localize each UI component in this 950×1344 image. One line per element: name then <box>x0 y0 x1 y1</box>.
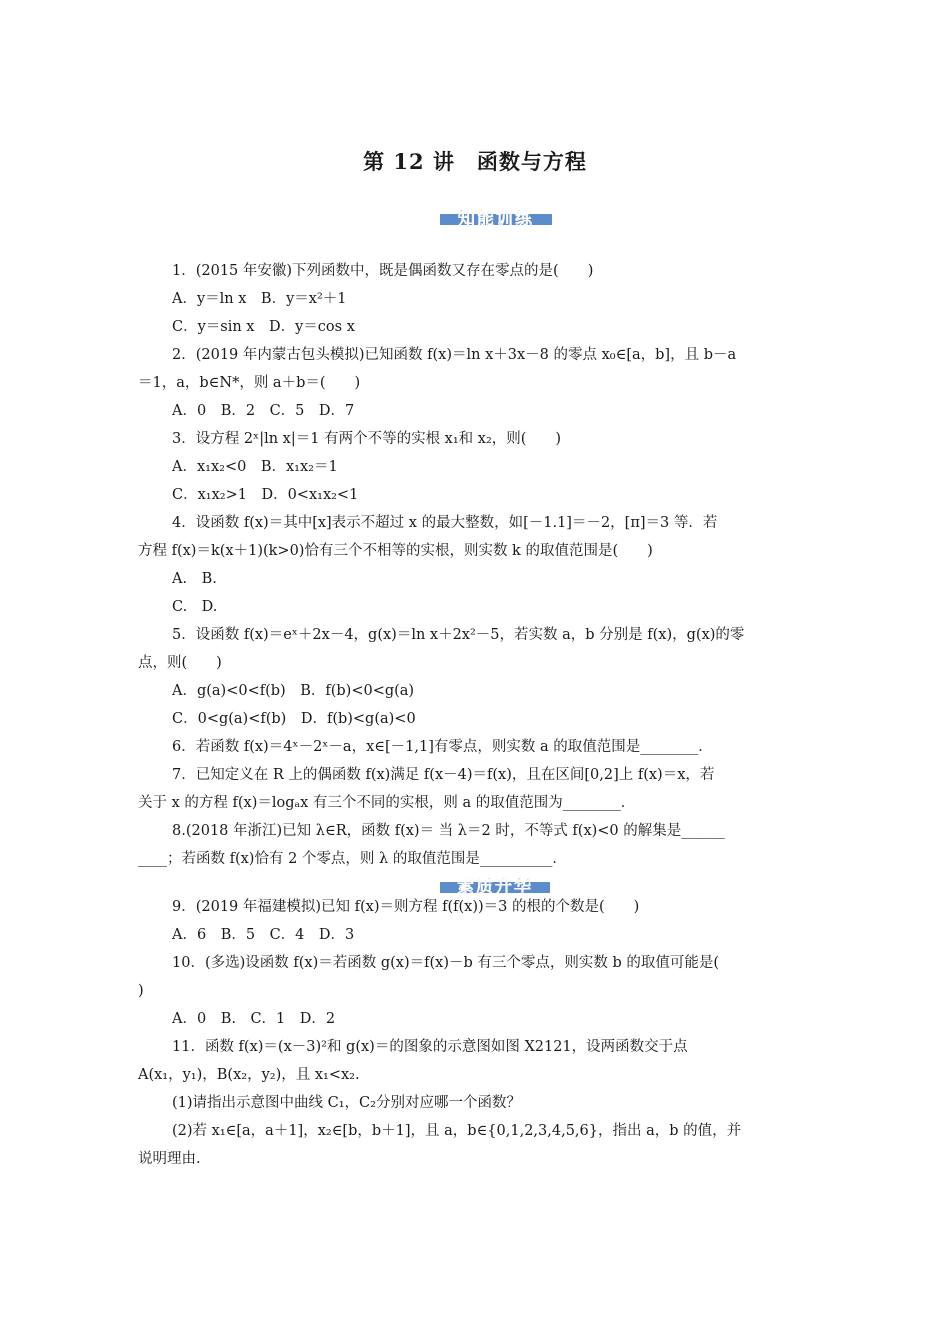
question-11-part-2: (2)若 x₁∈[a，a＋1]，x₂∈[b，b＋1]，且 a，b∈{0,1,2,3,4,5,6}，指出 a，b 的值，并 <box>172 1123 742 1139</box>
question-1-options-cd: C．y＝sin x D．y＝cos x <box>172 319 355 335</box>
question-5-options-cd: C．0<g(a)<f(b) D．f(b)<g(a)<0 <box>172 711 416 727</box>
question-6-stem: 6．若函数 f(x)＝4ˣ－2ˣ－a，x∈[－1,1]有零点，则实数 a 的取值范围是________． <box>172 739 713 755</box>
question-3-options-cd: C．x₁x₂>1 D．0<x₁x₂<1 <box>172 487 359 503</box>
question-2-stem-cont: ＝1，a，b∈N*，则 a＋b＝( ) <box>138 375 361 391</box>
question-1-stem: 1．(2015 年安徽)下列函数中，既是偶函数又存在零点的是( ) <box>172 263 594 279</box>
section-banner-training <box>440 204 552 228</box>
question-11-part-1: (1)请指出示意图中曲线 C₁，C₂分别对应哪一个函数？ <box>172 1095 521 1111</box>
question-10-stem-cont: ) <box>138 983 144 999</box>
question-11-stem: 11．函数 f(x)＝(x－3)²和 g(x)＝的图象的示意图如图 X2121，设两函数交于点 <box>172 1039 688 1055</box>
question-10-stem: 10．(多选)设函数 f(x)＝若函数 g(x)＝f(x)－b 有三个零点，则实数 b 的取值可能是( <box>172 955 720 971</box>
question-5-options-ab: A．g(a)<0<f(b) B．f(b)<0<g(a) <box>172 683 415 699</box>
section-banner-advanced <box>440 872 550 896</box>
question-8-stem-cont: ____；若函数 f(x)恰有 2 个零点，则 λ 的取值范围是__________． <box>138 851 567 867</box>
question-7-stem-cont: 关于 x 的方程 f(x)＝logₐx 有三个不同的实根，则 a 的取值范围为________． <box>138 795 636 811</box>
question-9-stem: 9．(2019 年福建模拟)已知 f(x)＝则方程 f(f(x))＝3 的根的个数是( ) <box>172 899 640 915</box>
question-2-stem: 2．(2019 年内蒙古包头模拟)已知函数 f(x)＝ln x＋3x－8 的零点 x₀∈[a，b]，且 b－a <box>172 347 737 363</box>
question-11-part-2-cont: 说明理由. <box>138 1151 201 1167</box>
section-heading: 知能训练 <box>458 208 534 229</box>
question-9-options: A．6 B．5 C．4 D．3 <box>172 927 355 943</box>
question-1-options-ab: A．y＝ln x B．y＝x²＋1 <box>172 291 347 307</box>
question-5-stem-cont: 点，则( ) <box>138 655 222 671</box>
question-4-options-ab: A. B. <box>172 571 217 587</box>
question-4-stem-cont: 方程 f(x)＝k(x＋1)(k>0)恰有三个不相等的实根，则实数 k 的取值范围是( ) <box>138 543 653 559</box>
question-11-stem-cont: A(x₁，y₁)，B(x₂，y₂)，且 x₁<x₂. <box>138 1067 360 1083</box>
question-7-stem: 7．已知定义在 R 上的偶函数 f(x)满足 f(x－4)＝f(x)，且在区间[0,2]上 f(x)＝x，若 <box>172 767 715 783</box>
question-8-stem: 8.(2018 年浙江)已知 λ∈R，函数 f(x)＝ 当 λ＝2 时，不等式 f(x)<0 的解集是______ <box>172 823 725 839</box>
question-4-stem: 4．设函数 f(x)＝其中[x]表示不超过 x 的最大整数，如[－1.1]＝－2，[π]＝3 等．若 <box>172 515 718 531</box>
page-title: 第 12 讲 函数与方程 <box>363 149 587 174</box>
question-4-options-cd: C. D. <box>172 599 218 615</box>
section-heading: 素质升华 <box>457 876 533 897</box>
question-2-options: A．0 B．2 C．5 D．7 <box>172 403 355 419</box>
question-3-options-ab: A．x₁x₂<0 B．x₁x₂＝1 <box>172 459 338 475</box>
question-5-stem: 5．设函数 f(x)＝eˣ＋2x－4，g(x)＝ln x＋2x²－5，若实数 a，b 分别是 f(x)，g(x)的零 <box>172 627 745 643</box>
question-3-stem: 3．设方程 2ˣ|ln x|＝1 有两个不等的实根 x₁和 x₂，则( ) <box>172 431 562 447</box>
question-10-options: A．0 B. C．1 D．2 <box>172 1011 336 1027</box>
